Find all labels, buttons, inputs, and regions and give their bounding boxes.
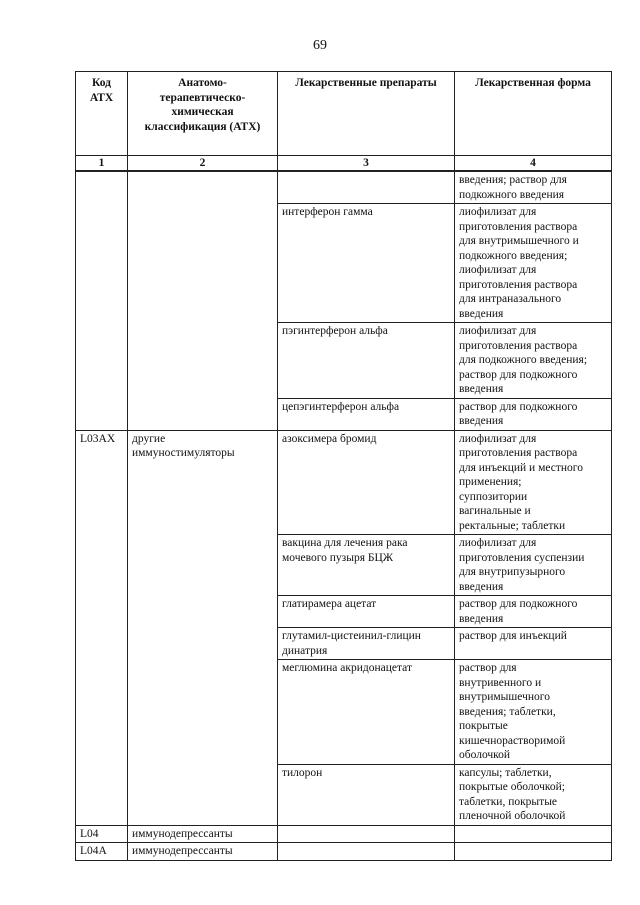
cell-drug bbox=[278, 843, 455, 861]
cell-form: раствор для инъекций bbox=[455, 628, 612, 660]
cell-drug: пэгинтерферон альфа bbox=[278, 323, 455, 399]
table-header-row bbox=[76, 72, 612, 156]
cell-form bbox=[455, 825, 612, 843]
cell-code bbox=[76, 171, 128, 430]
cell-drug bbox=[278, 825, 455, 843]
table-row bbox=[76, 825, 612, 843]
medication-table bbox=[75, 71, 612, 861]
page-number: 69 bbox=[313, 38, 327, 53]
cell-drug: тилорон bbox=[278, 764, 455, 825]
cell-classification: иммунодепрессанты bbox=[128, 843, 278, 861]
header-atc-code: Код АТХ bbox=[76, 72, 128, 156]
cell-drug: вакцина для лечения рака мочевого пузыря БЦЖ bbox=[278, 535, 455, 596]
cell-drug: меглюмина акридонацетат bbox=[278, 660, 455, 765]
column-number-row bbox=[76, 156, 612, 172]
column-number: 3 bbox=[278, 156, 455, 172]
cell-form: лиофилизат для приготовления раствора для внутримышечного и подкожного введения; лиофилизат для приготовления раствора для интраназального введения bbox=[455, 204, 612, 323]
cell-code: L03AX bbox=[76, 430, 128, 825]
header-dosage-form: Лекарственная форма bbox=[455, 72, 612, 156]
cell-form: раствор для внутривенного и внутримышечного введения; таблетки, покрытые кишечнорастворимой оболочкой bbox=[455, 660, 612, 765]
table-row bbox=[76, 843, 612, 861]
cell-drug: азоксимера бромид bbox=[278, 430, 455, 535]
cell-drug: глатирамера ацетат bbox=[278, 596, 455, 628]
table-row bbox=[76, 430, 612, 535]
cell-classification: другие иммуностимуляторы bbox=[128, 430, 278, 825]
column-number: 1 bbox=[76, 156, 128, 172]
cell-code: L04 bbox=[76, 825, 128, 843]
cell-classification: иммунодепрессанты bbox=[128, 825, 278, 843]
cell-form bbox=[455, 843, 612, 861]
cell-form: раствор для подкожного введения bbox=[455, 398, 612, 430]
cell-code: L04A bbox=[76, 843, 128, 861]
cell-form: капсулы; таблетки, покрытые оболочкой; таблетки, покрытые пленочной оболочкой bbox=[455, 764, 612, 825]
cell-form: раствор для подкожного введения bbox=[455, 596, 612, 628]
table-row bbox=[76, 171, 612, 204]
column-number: 4 bbox=[455, 156, 612, 172]
column-number: 2 bbox=[128, 156, 278, 172]
cell-drug bbox=[278, 171, 455, 204]
cell-form: лиофилизат для приготовления раствора для подкожного введения; раствор для подкожного введения bbox=[455, 323, 612, 399]
cell-form: лиофилизат для приготовления раствора для инъекций и местного применения; суппозитории вагинальные и ректальные; таблетки bbox=[455, 430, 612, 535]
cell-drug: интерферон гамма bbox=[278, 204, 455, 323]
cell-drug: глутамил-цистеинил-глицин динатрия bbox=[278, 628, 455, 660]
cell-form: лиофилизат для приготовления суспензии для внутрипузырного введения bbox=[455, 535, 612, 596]
cell-form: введения; раствор для подкожного введения bbox=[455, 171, 612, 204]
header-drugs: Лекарственные препараты bbox=[278, 72, 455, 156]
cell-drug: цепэгинтерферон альфа bbox=[278, 398, 455, 430]
header-atc-classification: Анатомо- терапевтическо- химическая классификация (АТХ) bbox=[128, 72, 278, 156]
cell-classification bbox=[128, 171, 278, 430]
